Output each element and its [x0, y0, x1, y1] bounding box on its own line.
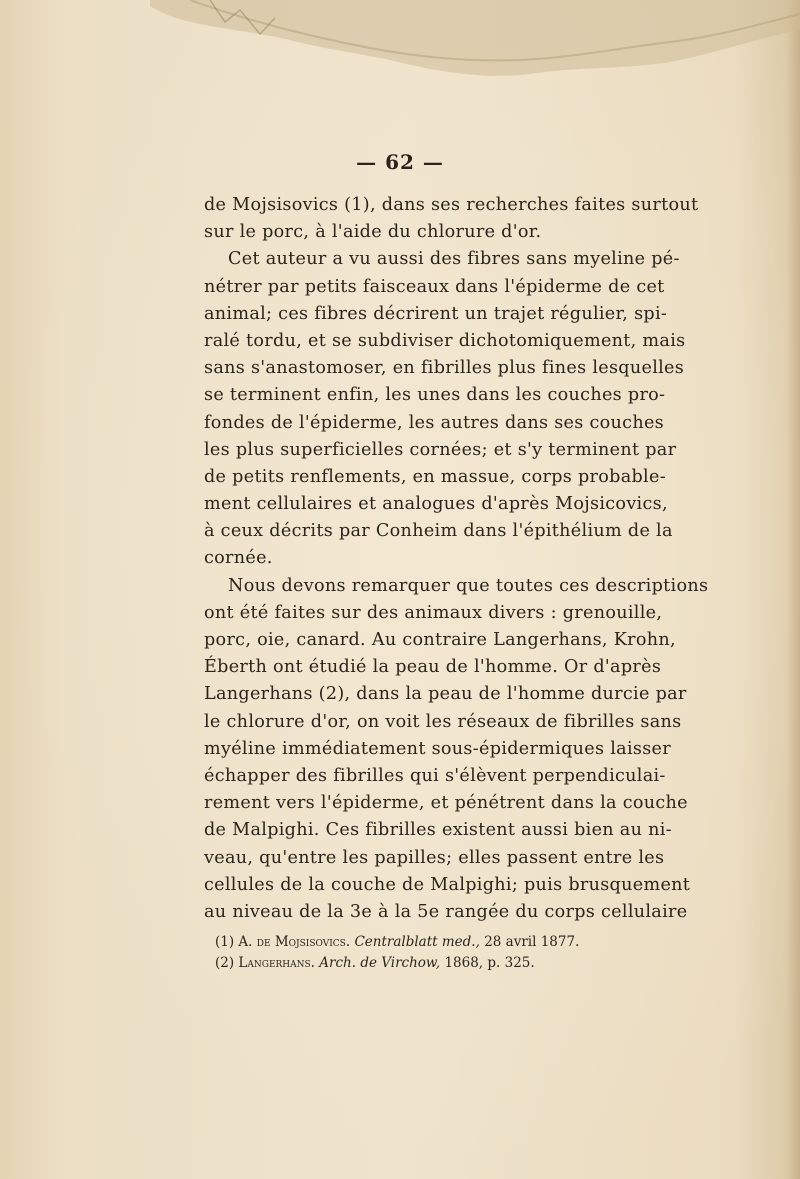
text-line: à ceux décrits par Conheim dans l'épithélium de la [204, 521, 673, 542]
text-line: les plus superficielles cornées; et s'y terminent par [204, 439, 677, 460]
footnote-details: 28 avril 1877. [484, 934, 580, 950]
text-line: rement vers l'épiderme, et pénétrent dans la couche [204, 793, 688, 814]
text-line: de Mojsisovics (1), dans ses recherches faites surtout [204, 195, 699, 215]
text-line: sur le porc, à l'aide du chlorure d'or. [204, 222, 542, 243]
text-line: cellules de la couche de Malpighi; puis brusquement [204, 874, 691, 895]
footnote-details: 1868, p. 325. [444, 955, 535, 971]
text-line: se terminent enfin, les unes dans les couches pro- [204, 385, 666, 406]
text-line: fondes de l'épiderme, les autres dans ses couches [204, 412, 664, 433]
text-line: de Malpighi. Ces fibrilles existent aussi bien au ni- [204, 820, 672, 841]
footnote-author: Langerhans. [238, 955, 315, 971]
footnote-journal: Arch. de Virchow, [319, 955, 441, 971]
footnote-2 [215, 953, 645, 974]
body-text [204, 192, 709, 926]
text-line: ralé tordu, et se subdiviser dichotomiquement, mais [204, 330, 686, 351]
text-line: au niveau de la 3e à la 5e rangée du corps cellulaire [204, 901, 688, 922]
text-line: de petits renflements, en massue, corps probable- [204, 466, 666, 487]
text-line: Cet auteur a vu aussi des fibres sans myeline pé- [228, 249, 680, 270]
text-line: ont été faites sur des animaux divers : grenouille, [204, 602, 663, 623]
page-number: — 62 — [356, 150, 444, 174]
footnotes [215, 932, 645, 974]
text-line: animal; ces fibres décrirent un trajet régulier, spi- [204, 303, 668, 324]
text-line: sans s'anastomoser, en fibrilles plus fines lesquelles [204, 358, 685, 379]
text-line: myéline immédiatement sous-épidermiques laisser [204, 738, 671, 759]
torn-paper-edge [150, 0, 800, 90]
footnote-number: (1) [215, 934, 235, 950]
footnote-author: A. de Mojsisovics. [238, 934, 351, 950]
text-line: ment cellulaires et analogues d'après Mojsicovics, [204, 494, 668, 515]
text-line: porc, oie, canard. Au contraire Langerhans, Krohn, [204, 630, 676, 650]
text-line: Éberth ont étudié la peau de l'homme. Or d'après [204, 657, 662, 678]
text-line: échapper des fibrilles qui s'élèvent perpendiculai- [204, 765, 666, 786]
footnote-journal: Centralblatt med., [354, 934, 480, 950]
footnote-1 [215, 932, 645, 953]
text-line: nétrer par petits faisceaux dans l'épiderme de cet [204, 276, 665, 297]
page-edge-shadow [786, 0, 800, 1179]
text-line: cornée. [204, 548, 273, 569]
text-line: Nous devons remarquer que toutes ces descriptions [228, 575, 709, 596]
text-line: veau, qu'entre les papilles; elles passent entre les [204, 847, 665, 868]
text-line: le chlorure d'or, on voit les réseaux de fibrilles sans [204, 711, 682, 732]
text-line: Langerhans (2), dans la peau de l'homme durcie par [204, 684, 687, 705]
footnote-number: (2) [215, 955, 235, 971]
